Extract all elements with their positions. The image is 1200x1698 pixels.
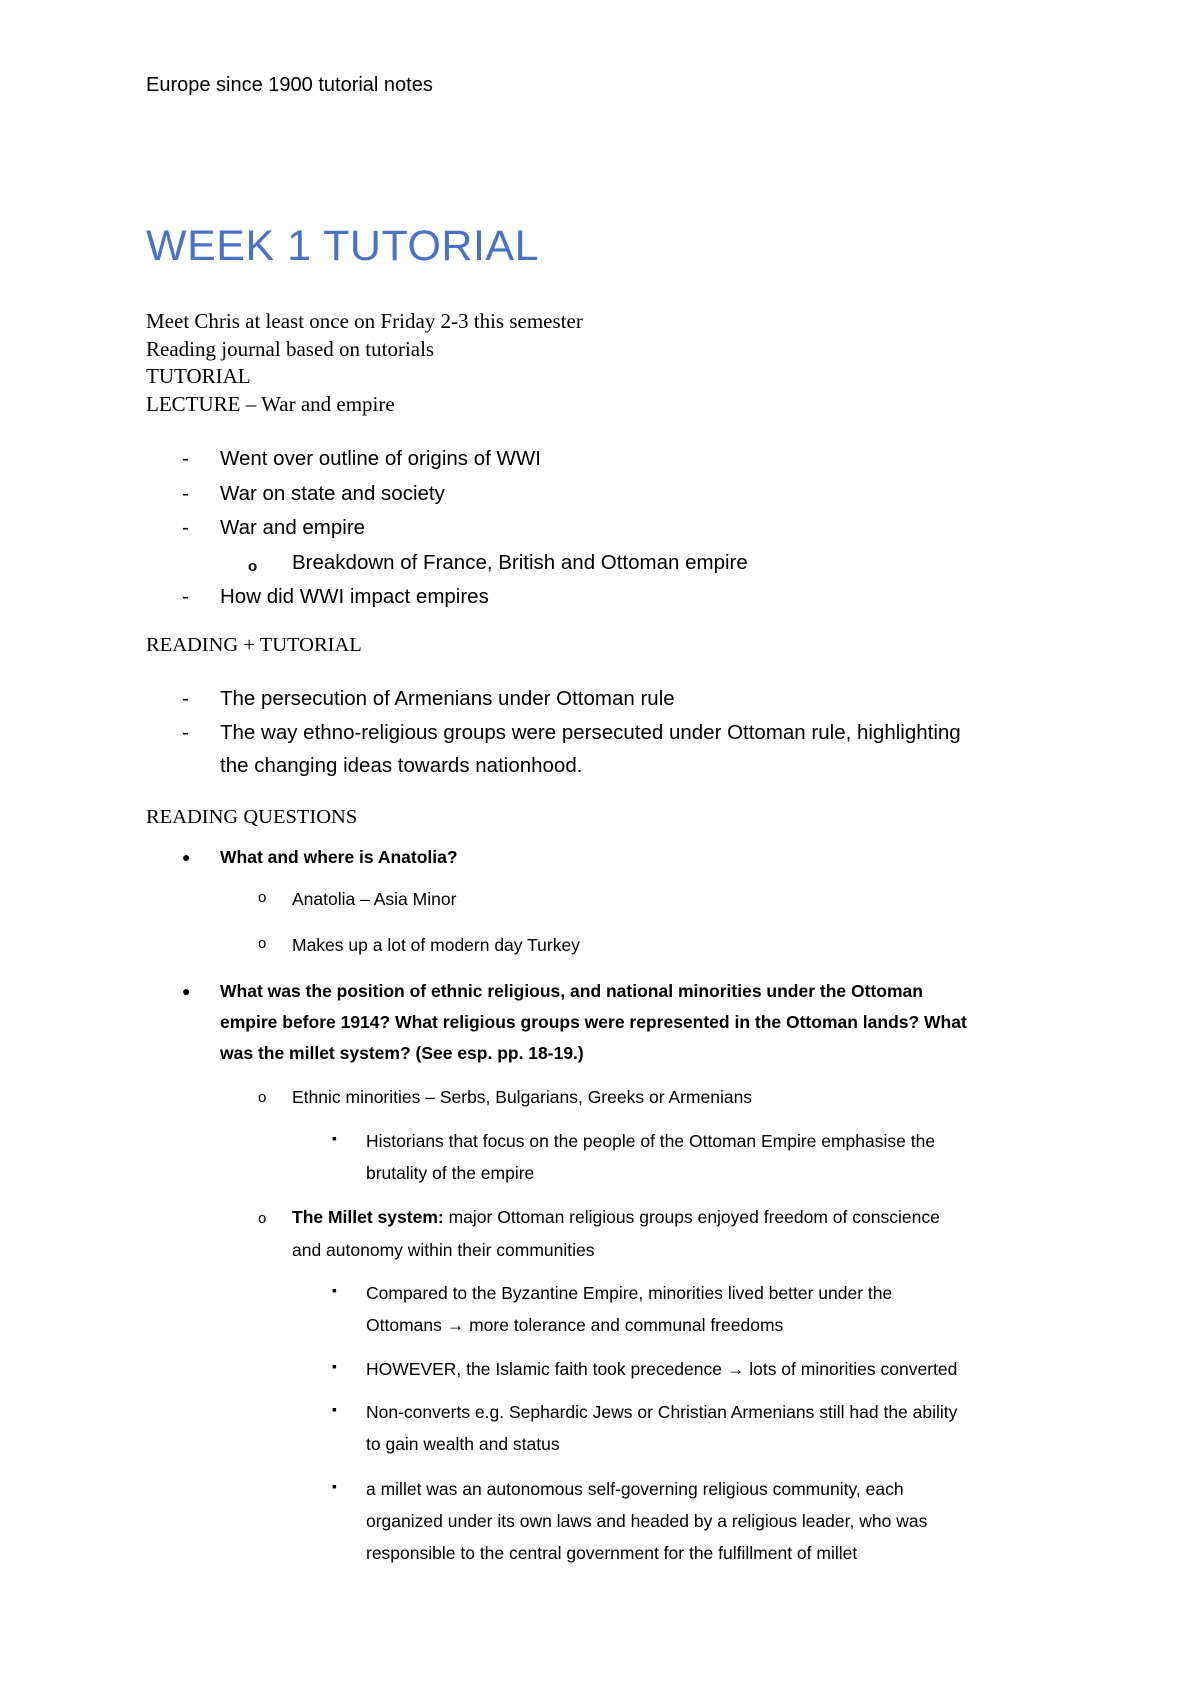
- reading-list: [146, 682, 961, 783]
- lecture-list: [146, 442, 748, 615]
- intro-line: Reading journal based on tutorials: [146, 336, 435, 361]
- section-label: READING QUESTIONS: [146, 806, 358, 828]
- intro-lines: [146, 308, 583, 418]
- dash-bullet-icon: -: [182, 687, 189, 710]
- dash-bullet-icon: -: [182, 516, 189, 539]
- square-bullet-icon: ▪: [332, 1130, 337, 1146]
- answer-text: Anatolia – Asia Minor: [292, 889, 457, 909]
- answer-text: Compared to the Byzantine Empire, minorities lived better under the: [366, 1283, 893, 1303]
- circle-bullet-icon: o: [258, 935, 267, 952]
- list-item: the changing ideas towards nationhood.: [220, 754, 583, 777]
- answer-text: Ethnic minorities – Serbs, Bulgarians, Greeks or Armenians: [292, 1087, 753, 1107]
- question-text: was the millet system? (See esp. pp. 18-19.): [220, 1043, 584, 1063]
- intro-line: Meet Chris at least once on Friday 2-3 this semester: [146, 309, 583, 333]
- section-label: READING + TUTORIAL: [146, 634, 362, 656]
- answer-text: brutality of the empire: [366, 1163, 535, 1183]
- list-item: - The way ethno-religious groups were persecuted under Ottoman rule, highlighting: [146, 716, 961, 750]
- dash-bullet-icon: -: [182, 720, 189, 744]
- intro-line: LECTURE – War and empire: [146, 391, 395, 416]
- answer-text: organized under its own laws and headed by a religious leader, who was: [366, 1511, 928, 1531]
- answer-text: Historians that focus on the people of the Ottoman Empire emphasise the: [366, 1131, 936, 1151]
- dash-bullet-icon: -: [182, 585, 189, 608]
- square-bullet-icon: ▪: [332, 1401, 337, 1417]
- square-bullet-icon: ▪: [332, 1282, 337, 1298]
- answer-text: to gain wealth and status: [366, 1434, 560, 1454]
- answer-text: a millet was an autonomous self-governing religious community, each: [366, 1479, 904, 1499]
- square-bullet-icon: ▪: [332, 1478, 337, 1494]
- list-item: - War on state and society: [146, 477, 748, 512]
- square-bullet-icon: ▪: [332, 1358, 337, 1374]
- answer-text: Non-converts e.g. Sephardic Jews or Christian Armenians still had the ability: [366, 1402, 958, 1422]
- answer-text: and autonomy within their communities: [292, 1240, 595, 1260]
- answer-text: HOWEVER, the Islamic faith took precedence → lots of minorities converted: [366, 1359, 958, 1379]
- question-text: What and where is Anatolia?: [220, 847, 458, 867]
- question-text: What was the position of ethnic religious, and national minorities under the Ottoman: [220, 981, 923, 1001]
- document-header: Europe since 1900 tutorial notes: [146, 74, 433, 96]
- dash-bullet-icon: -: [182, 447, 189, 470]
- circle-bullet-icon: o: [258, 889, 267, 906]
- answer-text: Ottomans → more tolerance and communal freedoms: [366, 1315, 784, 1335]
- circle-bullet-icon: o: [258, 1089, 267, 1106]
- answer-text: responsible to the central government for the fulfillment of millet: [366, 1543, 858, 1563]
- circle-bullet-icon: o: [258, 1210, 267, 1227]
- answer-text: Makes up a lot of modern day Turkey: [292, 935, 580, 955]
- circle-bullet-icon: o: [248, 557, 258, 575]
- bullet-icon: ●: [182, 983, 191, 999]
- list-item: o Breakdown of France, British and Ottoman empire: [146, 546, 748, 581]
- dash-bullet-icon: -: [182, 481, 189, 505]
- list-item: - How did WWI impact empires: [146, 580, 748, 615]
- question-text: empire before 1914? What religious groups were represented in the Ottoman lands? What: [220, 1012, 967, 1032]
- intro-line: TUTORIAL: [146, 364, 251, 388]
- bullet-icon: ●: [182, 849, 191, 865]
- answer-text: The Millet system: major Ottoman religious groups enjoyed freedom of conscience: [292, 1207, 940, 1227]
- list-item: - Went over outline of origins of WWI: [146, 442, 748, 477]
- list-item: - War and empire: [146, 511, 748, 546]
- list-item: - The persecution of Armenians under Ottoman rule: [146, 682, 961, 716]
- page-title: WEEK 1 TUTORIAL: [146, 222, 540, 270]
